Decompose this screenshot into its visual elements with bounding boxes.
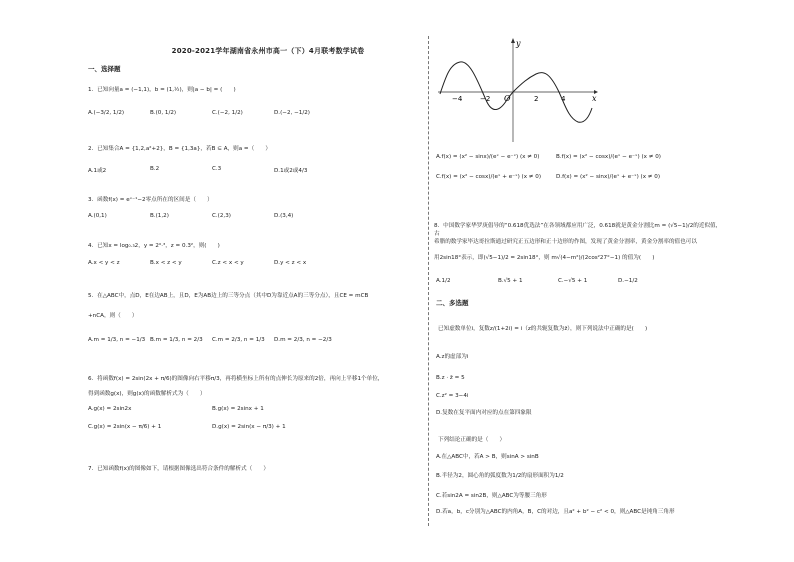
q5-option-d[interactable]: D.m = 2/3, n = −2/3 [274,337,332,343]
q1-option-b[interactable]: B.(0, 1/2) [150,110,177,116]
q9-option-c[interactable]: C.z² = 3−4i [436,393,469,399]
y-axis-label: y [516,39,521,48]
question-6-line1: 6．将函数f(x) = 2sin(2x + π/6)的图像向右平移π/3，再将横坐标上所有的点伸长为原来的2倍，再向上平移1个单位， [88,376,384,382]
question-8-options [434,278,734,286]
q6-option-b[interactable]: B.g(x) = 2sinx + 1 [212,406,264,412]
question-5-line2: +nCA，则（ ） [88,313,138,319]
tick-label-2: 2 [534,95,539,103]
question-4-options [88,260,388,268]
q7-option-c[interactable]: C.f(x) = (x² − cosx)/(eˣ + e⁻ˣ) (x ≠ 0) [436,174,542,180]
tick-label-neg4: −4 [452,95,463,103]
question-5-line1: 5．在△ABC中，点D，E在边AB上，且D，E为AB边上的三等分点（其中D为靠近点A的三等分点），且CE = mCB [88,293,369,299]
section-choice-heading: 一、选择题 [88,65,121,73]
q10-option-b[interactable]: B.半径为2，圆心角的弧度数为1/2的扇形面积为1/2 [436,473,564,479]
q8-option-c[interactable]: C.−√5 + 1 [558,278,588,284]
x-axis-label: x [592,94,597,103]
question-3: 3．函数f(x) = eˣ⁻¹−2零点所在的区间是（ ） [88,197,213,203]
question-10: 下列结论正确的是（ ） [438,437,506,443]
origin-label: O [504,94,511,103]
q4-option-c[interactable]: C.z < x < y [212,260,244,266]
question-3-options [88,213,388,221]
question-2-options [88,166,388,174]
question-4: 4．已知x = log₀.₃2，y = 2⁰·³，z = 0.3²，则( ) [88,243,220,249]
question-1-options [88,110,388,118]
q5-option-a[interactable]: A.m = 1/3, n = −1/3 [88,337,146,343]
q3-option-a[interactable]: A.(0,1) [88,213,107,219]
q5-option-c[interactable]: C.m = 2/3, n = 1/3 [212,337,265,343]
q6-option-d[interactable]: D.g(x) = 2sin(x − π/3) + 1 [212,424,286,430]
q1-option-a[interactable]: A.(−3/2, 1/2) [88,110,125,116]
q3-option-d[interactable]: D.(3,4) [274,213,294,219]
question-1: 1．已知向量a = (−1,1)，b = (1,½)，则|a − b| = ( ) [88,87,236,93]
q8-option-a[interactable]: A.1/2 [436,278,451,284]
q1-option-d[interactable]: D.(−2, −1/2) [274,110,310,116]
question-2: 2．已知集合A = {1,2,a²+2}，B = {1,3a}，若B ⊆ A，则a =（ ） [88,146,271,152]
function-graph [438,38,598,146]
q3-option-b[interactable]: B.(1,2) [150,213,169,219]
question-5-options [88,337,388,345]
question-6-options-row1 [88,406,388,414]
question-6-line2: 得到函数g(x)，则g(x)的函数解析式为（ ） [88,391,206,397]
q7-option-b[interactable]: B.f(x) = (x² − cosx)/(eˣ − e⁻ˣ) (x ≠ 0) [556,154,661,160]
q4-option-d[interactable]: D.y < z < x [274,260,307,266]
q10-option-d[interactable]: D.若a，b，c分别为△ABC的内角A，B，C的对边，且a² + b² − c² < 0，则△ABC是钝角三角形 [436,509,675,515]
q8-option-b[interactable]: B.√5 + 1 [498,278,523,284]
right-column [434,0,724,562]
q2-option-d[interactable]: D.1或2或4/3 [274,168,308,174]
question-8-line1: 8．中国数学家华罗庚倡导的“0.618优选法”在各领域都应用广泛，0.618就是黄金分割比m = (√5−1)/2的近似值，古 [434,223,722,237]
q2-option-b[interactable]: B.2 [150,166,160,172]
tick-label-neg2: −2 [480,95,491,103]
question-7: 7．已知函数f(x)的图像如下，请根据图像选出符合条件的解析式（ ） [88,466,270,472]
q9-option-a[interactable]: A.z的虚部为i [436,354,469,360]
q4-option-a[interactable]: A.x < y < z [88,260,120,266]
q10-option-c[interactable]: C.若sin2A = sin2B，则△ABC为等腰三角形 [436,493,547,499]
q4-option-b[interactable]: B.x < z < y [150,260,182,266]
q2-option-c[interactable]: C.3 [212,166,222,172]
q6-option-c[interactable]: C.g(x) = 2sin(x − π/6) + 1 [88,424,162,430]
column-divider [428,36,429,526]
question-8-line3: 用2sin18°表示，即(√5−1)/2 = 2sin18°，则 m√(4−m²)/(2cos²27°−1) 的值为( ) [434,255,655,261]
q3-option-c[interactable]: C.(2,3) [212,213,231,219]
y-axis-arrow [511,38,515,43]
q7-option-d[interactable]: D.f(x) = (x² − sinx)/(eˣ + e⁻ˣ) (x ≠ 0) [556,174,661,180]
q8-option-d[interactable]: D.−1/2 [618,278,638,284]
q6-option-a[interactable]: A.g(x) = 2sin2x [88,406,132,412]
q10-option-a[interactable]: A.在△ABC中，若A > B，则sinA > sinB [436,454,539,460]
q9-option-b[interactable]: B.z · z̄ = 5 [436,375,465,381]
question-8-line2: 希腊的数学家毕达哥拉斯通过研究正五边形和正十边形的作图，发现了黄金分割率，黄金分割率的值也可以 [434,239,697,245]
q7-option-a[interactable]: A.f(x) = (x² − sinx)/(eˣ − e⁻ˣ) (x ≠ 0) [436,154,540,160]
question-6-options-row2 [88,424,388,432]
question-9: 已知虚数单位i，复数z/(1+2i) = i（z的共轭复数为z̄），则下列说法中正确的是( ) [438,326,648,332]
q1-option-c[interactable]: C.(−2, 1/2) [212,110,243,116]
q9-option-d[interactable]: D.复数在复平面内对应的点在第四象限 [436,410,532,416]
left-column [88,0,424,562]
tick-label-4: 4 [561,95,566,103]
q5-option-b[interactable]: B.m = 1/3, n = 2/3 [150,337,203,343]
page-title: 2020-2021学年湖南省永州市高一（下）4月联考数学试卷 [171,47,365,55]
section-multi-heading: 二、多选题 [436,299,469,307]
q2-option-a[interactable]: A.1或2 [88,168,107,174]
